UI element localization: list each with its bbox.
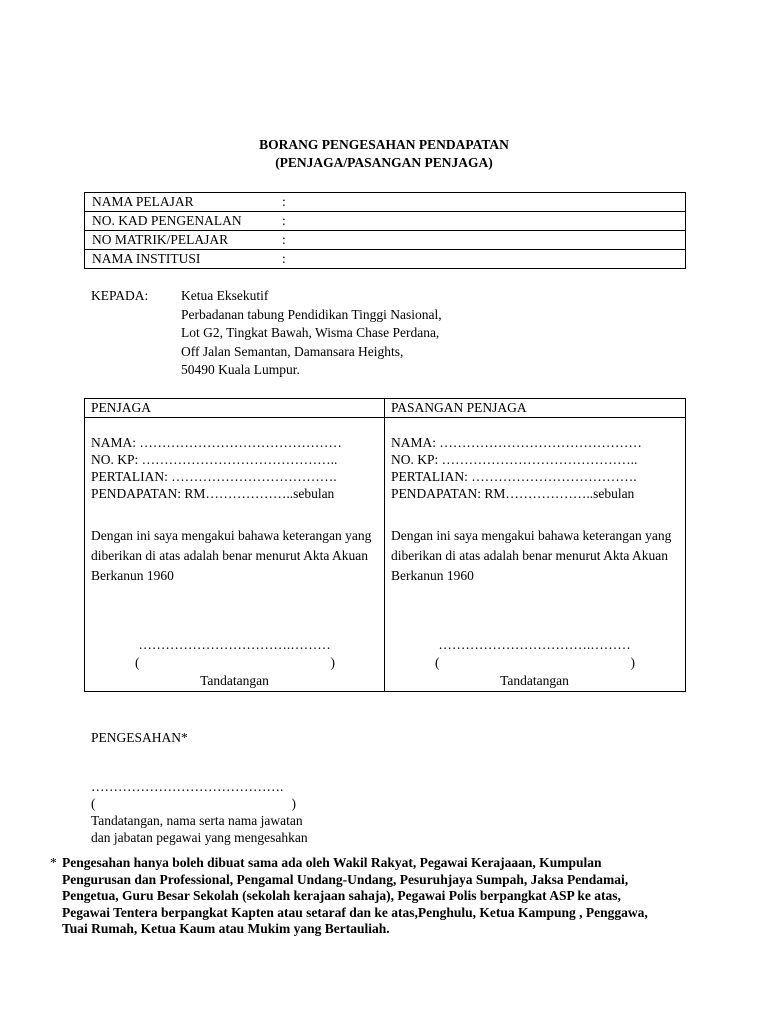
address-lines xyxy=(181,287,581,380)
guardian-heading: PENJAGA xyxy=(91,400,152,415)
table-row xyxy=(85,231,686,250)
address-line: Perbadanan tabung Pendidikan Tinggi Nasional, xyxy=(181,306,442,322)
spouse-declaration-text: Dengan ini saya mengakui bahawa keterangan yang diberikan di atas adalah benar menurut Akta Akuan Berkanun 1960 xyxy=(391,528,672,583)
guardian-relation-field[interactable]: PERTALIAN: ………………………………. xyxy=(91,469,337,484)
open-bracket: ( xyxy=(135,655,140,670)
open-bracket: ( xyxy=(435,655,440,670)
student-info-table xyxy=(84,192,686,269)
address-line: Off Jalan Semantan, Damansara Heights, xyxy=(181,343,404,359)
verification-caption: Tandatangan, nama serta nama jawatan xyxy=(91,813,303,828)
guardian-ic-field[interactable]: NO. KP: …………………………………….. xyxy=(91,452,338,467)
address-line: Lot G2, Tingkat Bawah, Wisma Chase Perdana, xyxy=(181,325,440,340)
institution-name-field[interactable]: : xyxy=(282,250,686,269)
footnote-line: Tuai Rumah, Ketua Kaum atau Mukim yang Bertauliah. xyxy=(62,921,390,936)
close-bracket: ) xyxy=(630,655,635,670)
open-bracket: ( xyxy=(91,796,96,811)
guardian-signature-label: Tandatangan xyxy=(200,673,269,688)
student-name-label: NAMA PELAJAR xyxy=(85,193,283,212)
form-subtitle: (PENJAGA/PASANGAN PENJAGA) xyxy=(275,155,493,170)
spouse-fields xyxy=(391,434,642,502)
guardian-column xyxy=(85,399,384,691)
guardian-signature-line[interactable]: …………………………….……… xyxy=(138,637,331,652)
footnote-line: Pengesahan hanya boleh dibuat sama ada oleh Wakil Rakyat, Pegawai Kerajaaan, Kumpulan xyxy=(62,855,602,870)
spouse-ic-field[interactable]: NO. KP: …………………………………….. xyxy=(391,452,638,467)
guardian-name-field[interactable]: NAMA: ……………………………………… xyxy=(91,435,342,450)
address-line: Ketua Eksekutif xyxy=(181,288,269,303)
recipient-label: KEPADA: xyxy=(91,288,149,303)
verification-name-brackets xyxy=(91,795,296,812)
spouse-income-field[interactable]: PENDAPATAN: RM………………..sebulan xyxy=(391,486,635,501)
footnote-line: Pengetua, Guru Besar Sekolah (sekolah kerajaan sahaja), Pegawai Polis berpangkat ASP ke atas, xyxy=(62,888,621,903)
spouse-signature-line[interactable]: …………………………….……… xyxy=(438,637,631,652)
institution-name-label: NAMA INSTITUSI xyxy=(85,250,283,269)
table-row xyxy=(85,212,686,231)
matric-number-label: NO MATRIK/PELAJAR xyxy=(85,231,283,250)
form-title: BORANG PENGESAHAN PENDAPATAN xyxy=(259,137,509,152)
spouse-name-field[interactable]: NAMA: ……………………………………… xyxy=(391,435,642,450)
spouse-signature-label: Tandatangan xyxy=(500,673,569,688)
table-row xyxy=(85,193,686,212)
footnote-line: Pengurusan dan Professional, Pengamal Undang-Undang, Pesuruhjaya Sumpah, Jaksa Pendamai, xyxy=(62,871,629,887)
guardian-declaration-text: Dengan ini saya mengakui bahawa keterangan yang diberikan di atas adalah benar menurut Akta Akuan Berkanun 1960 xyxy=(91,528,372,583)
matric-number-field[interactable]: : xyxy=(282,231,686,250)
ic-number-label: NO. KAD PENGENALAN xyxy=(85,212,283,231)
close-bracket: ) xyxy=(291,796,296,811)
close-bracket: ) xyxy=(330,655,335,670)
student-name-field[interactable]: : xyxy=(282,193,686,212)
verification-caption: dan jabatan pegawai yang mengesahkan xyxy=(91,830,308,845)
footnote-text xyxy=(62,855,648,938)
address-line: 50490 Kuala Lumpur. xyxy=(181,362,300,377)
guardian-fields xyxy=(91,434,342,502)
spouse-heading: PASANGAN PENJAGA xyxy=(391,400,527,415)
verification-signature-block xyxy=(91,778,391,846)
spouse-relation-field[interactable]: PERTALIAN: ………………………………. xyxy=(391,469,637,484)
guardian-declaration-table xyxy=(84,398,686,692)
table-row xyxy=(85,250,686,269)
verification-signature-line[interactable]: ……………………………………. xyxy=(91,779,284,794)
footnote-line: Pegawai Tentera berpangkat Kapten atau setaraf dan ke atas,Penghulu, Ketua Kampung , Penggawa, xyxy=(62,904,648,920)
spouse-column xyxy=(385,399,684,691)
footnote-asterisk: * xyxy=(50,855,57,870)
verification-heading: PENGESAHAN* xyxy=(91,730,188,745)
ic-number-field[interactable]: : xyxy=(282,212,686,231)
guardian-income-field[interactable]: PENDAPATAN: RM………………..sebulan xyxy=(91,486,335,501)
